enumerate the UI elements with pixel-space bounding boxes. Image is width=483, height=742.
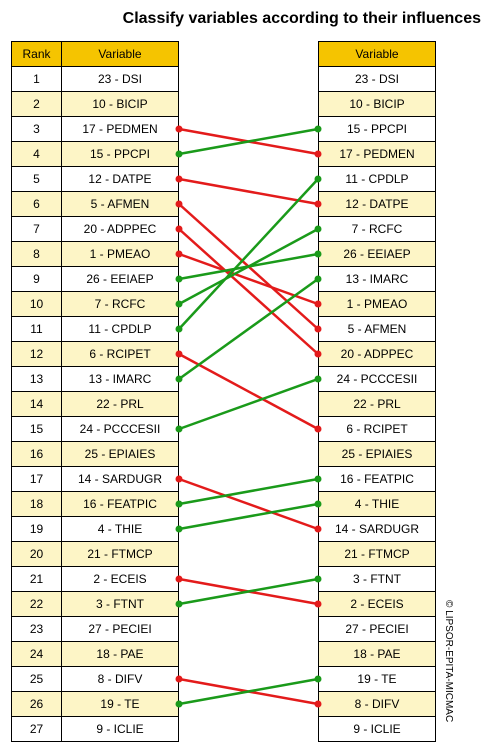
left-variable-cell: 2 - ECEIS bbox=[62, 567, 179, 592]
left-variable-cell: 12 - DATPE bbox=[62, 167, 179, 192]
right-variable-cell: 15 - PPCPI bbox=[319, 117, 436, 142]
rank-cell: 10 bbox=[12, 292, 62, 317]
right-variable-cell: 17 - PEDMEN bbox=[319, 142, 436, 167]
right-variable-cell: 3 - FTNT bbox=[319, 567, 436, 592]
rank-cell: 11 bbox=[12, 317, 62, 342]
left-variable-cell: 4 - THIE bbox=[62, 517, 179, 542]
rank-link-dot bbox=[176, 601, 183, 608]
right-variable-cell: 7 - RCFC bbox=[319, 217, 436, 242]
right-variable-cell: 4 - THIE bbox=[319, 492, 436, 517]
rank-link-dot bbox=[315, 226, 322, 233]
rank-link-line bbox=[179, 179, 318, 329]
left-variable-cell: 13 - IMARC bbox=[62, 367, 179, 392]
rank-link-dot bbox=[176, 326, 183, 333]
left-variable-cell: 19 - TE bbox=[62, 692, 179, 717]
rank-cell: 23 bbox=[12, 617, 62, 642]
rank-link-dot bbox=[176, 501, 183, 508]
rank-link-dot bbox=[176, 126, 183, 133]
rank-cell: 1 bbox=[12, 67, 62, 92]
rank-link-dot bbox=[176, 251, 183, 258]
rank-cell: 12 bbox=[12, 342, 62, 367]
right-variable-cell: 20 - ADPPEC bbox=[319, 342, 436, 367]
variable-header: Variable bbox=[62, 42, 179, 67]
rank-cell: 26 bbox=[12, 692, 62, 717]
rank-link-dot bbox=[176, 526, 183, 533]
right-variable-cell: 1 - PMEAO bbox=[319, 292, 436, 317]
left-variable-cell: 11 - CPDLP bbox=[62, 317, 179, 342]
rank-link-dot bbox=[315, 576, 322, 583]
rank-cell: 21 bbox=[12, 567, 62, 592]
rank-link-dot bbox=[315, 476, 322, 483]
left-variable-cell: 22 - PRL bbox=[62, 392, 179, 417]
rank-cell: 9 bbox=[12, 267, 62, 292]
right-variable-cell: 2 - ECEIS bbox=[319, 592, 436, 617]
copyright-text: © LIPSOR-EPITA-MICMAC bbox=[443, 600, 454, 723]
rank-cell: 2 bbox=[12, 92, 62, 117]
left-variable-cell: 14 - SARDUGR bbox=[62, 467, 179, 492]
right-variable-cell: 9 - ICLIE bbox=[319, 717, 436, 742]
page-title: Classify variables according to their influences bbox=[122, 10, 481, 27]
right-variable-cell: 12 - DATPE bbox=[319, 192, 436, 217]
left-variable-cell: 26 - EEIAEP bbox=[62, 267, 179, 292]
left-variable-cell: 15 - PPCPI bbox=[62, 142, 179, 167]
right-variable-cell: 19 - TE bbox=[319, 667, 436, 692]
rank-cell: 8 bbox=[12, 242, 62, 267]
rank-cell: 18 bbox=[12, 492, 62, 517]
rank-cell: 17 bbox=[12, 467, 62, 492]
right-variable-cell: 21 - FTMCP bbox=[319, 542, 436, 567]
rank-link-dot bbox=[315, 701, 322, 708]
rank-link-dot bbox=[176, 676, 183, 683]
rank-link-dot bbox=[176, 226, 183, 233]
right-variable-cell: 24 - PCCCESII bbox=[319, 367, 436, 392]
rank-link-dot bbox=[315, 601, 322, 608]
rank-link-dot bbox=[176, 701, 183, 708]
rank-link-line bbox=[179, 254, 318, 304]
left-variable-cell: 17 - PEDMEN bbox=[62, 117, 179, 142]
rank-link-dot bbox=[176, 576, 183, 583]
rank-link-dot bbox=[176, 301, 183, 308]
rank-cell: 7 bbox=[12, 217, 62, 242]
rank-link-dot bbox=[176, 176, 183, 183]
rank-link-dot bbox=[315, 351, 322, 358]
rank-link-dot bbox=[315, 151, 322, 158]
rank-cell: 6 bbox=[12, 192, 62, 217]
rank-link-dot bbox=[176, 376, 183, 383]
rank-link-dot bbox=[315, 201, 322, 208]
rank-link-dot bbox=[176, 426, 183, 433]
right-variable-cell: 14 - SARDUGR bbox=[319, 517, 436, 542]
rank-cell: 24 bbox=[12, 642, 62, 667]
rank-cell: 25 bbox=[12, 667, 62, 692]
left-variable-cell: 9 - ICLIE bbox=[62, 717, 179, 742]
rank-cell: 20 bbox=[12, 542, 62, 567]
rank-link-dot bbox=[315, 176, 322, 183]
rank-link-dot bbox=[315, 526, 322, 533]
left-variable-cell: 5 - AFMEN bbox=[62, 192, 179, 217]
left-variable-cell: 10 - BICIP bbox=[62, 92, 179, 117]
left-variable-cell: 1 - PMEAO bbox=[62, 242, 179, 267]
rank-link-dot bbox=[315, 676, 322, 683]
right-variable-cell: 25 - EPIAIES bbox=[319, 442, 436, 467]
left-variable-cell: 23 - DSI bbox=[62, 67, 179, 92]
right-variable-cell: 26 - EEIAEP bbox=[319, 242, 436, 267]
rank-link-dot bbox=[176, 476, 183, 483]
left-variable-cell: 7 - RCFC bbox=[62, 292, 179, 317]
rank-cell: 3 bbox=[12, 117, 62, 142]
left-variable-cell: 21 - FTMCP bbox=[62, 542, 179, 567]
rank-link-line bbox=[179, 379, 318, 429]
rank-link-dot bbox=[176, 151, 183, 158]
left-variable-cell: 6 - RCIPET bbox=[62, 342, 179, 367]
rank-link-line bbox=[179, 504, 318, 529]
right-variable-cell: 5 - AFMEN bbox=[319, 317, 436, 342]
right-variable-cell: 23 - DSI bbox=[319, 67, 436, 92]
right-variable-cell: 6 - RCIPET bbox=[319, 417, 436, 442]
copyright-note bbox=[440, 600, 460, 740]
right-variable-cell: 27 - PECIEI bbox=[319, 617, 436, 642]
left-variable-cell: 24 - PCCCESII bbox=[62, 417, 179, 442]
rank-link-dot bbox=[315, 501, 322, 508]
rank-link-line bbox=[179, 479, 318, 529]
rank-link-dot bbox=[176, 276, 183, 283]
right-variable-cell: 13 - IMARC bbox=[319, 267, 436, 292]
rank-cell: 5 bbox=[12, 167, 62, 192]
left-variable-cell: 20 - ADPPEC bbox=[62, 217, 179, 242]
rank-cell: 4 bbox=[12, 142, 62, 167]
right-variable-cell: 11 - CPDLP bbox=[319, 167, 436, 192]
left-variable-cell: 3 - FTNT bbox=[62, 592, 179, 617]
rank-link-dot bbox=[315, 301, 322, 308]
right-variable-cell: 22 - PRL bbox=[319, 392, 436, 417]
rank-link-dot bbox=[315, 376, 322, 383]
rank-link-dot bbox=[315, 251, 322, 258]
rank-link-dot bbox=[176, 351, 183, 358]
rank-cell: 15 bbox=[12, 417, 62, 442]
rank-link-dot bbox=[315, 276, 322, 283]
rank-cell: 27 bbox=[12, 717, 62, 742]
right-variable-cell: 8 - DIFV bbox=[319, 692, 436, 717]
rank-cell: 14 bbox=[12, 392, 62, 417]
rank-link-dot bbox=[315, 126, 322, 133]
left-variable-cell: 27 - PECIEI bbox=[62, 617, 179, 642]
left-variable-cell: 18 - PAE bbox=[62, 642, 179, 667]
right-variable-cell: 18 - PAE bbox=[319, 642, 436, 667]
rank-cell: 19 bbox=[12, 517, 62, 542]
left-variable-cell: 8 - DIFV bbox=[62, 667, 179, 692]
rank-cell: 22 bbox=[12, 592, 62, 617]
left-variable-cell: 25 - EPIAIES bbox=[62, 442, 179, 467]
rank-header: Rank bbox=[12, 42, 62, 67]
right-variable-cell: 16 - FEATPIC bbox=[319, 467, 436, 492]
rank-cell: 13 bbox=[12, 367, 62, 392]
rank-link-dot bbox=[315, 326, 322, 333]
left-variable-cell: 16 - FEATPIC bbox=[62, 492, 179, 517]
right-variable-cell: 10 - BICIP bbox=[319, 92, 436, 117]
rank-cell: 16 bbox=[12, 442, 62, 467]
rank-link-line bbox=[179, 479, 318, 504]
rank-link-dot bbox=[176, 201, 183, 208]
variable-header-right: Variable bbox=[319, 42, 436, 67]
rank-link-dot bbox=[315, 426, 322, 433]
